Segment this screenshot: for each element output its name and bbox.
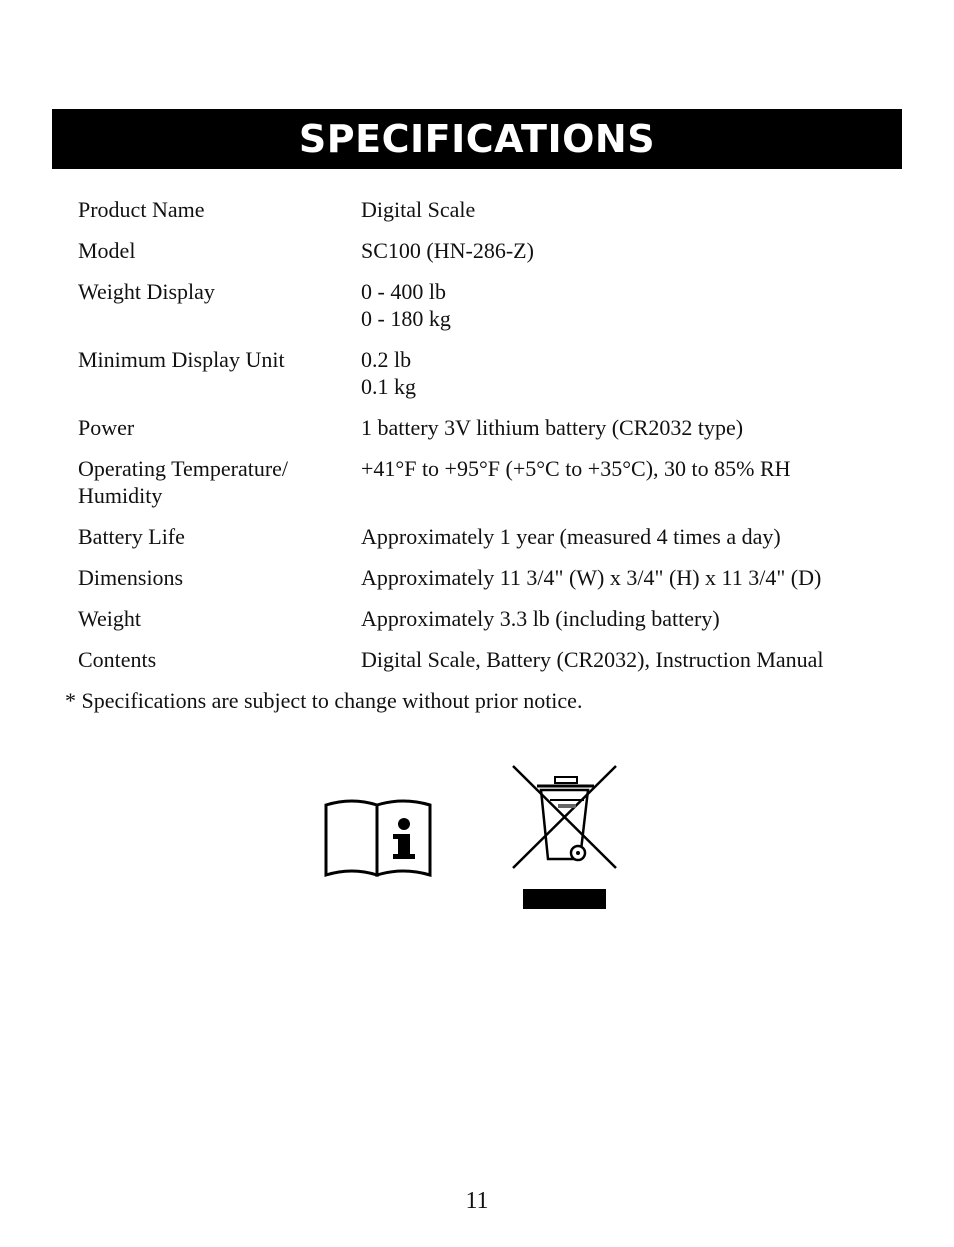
- spec-value: +41°F to +95°F (+5°C to +35°C), 30 to 85% RH: [361, 456, 791, 481]
- spec-label: Power: [78, 415, 135, 440]
- section-header-banner: [52, 109, 902, 169]
- spec-row-battery-life: [78, 523, 898, 550]
- spec-value: 1 battery 3V lithium battery (CR2032 type): [361, 415, 744, 440]
- spec-row-minimum-display-unit: [78, 346, 898, 400]
- specifications-table: [78, 196, 898, 687]
- spec-row-model: [78, 237, 898, 264]
- spec-label: Contents: [78, 647, 157, 672]
- weee-crossed-bin-icon: [510, 764, 620, 912]
- spec-value: SC100 (HN-286-Z): [361, 238, 534, 263]
- spec-label: Weight Display: [78, 279, 215, 304]
- spec-row-operating-temperature: [78, 455, 898, 509]
- spec-value: Approximately 11 3/4" (W) x 3/4" (H) x 11 3/4" (D): [361, 565, 822, 590]
- read-manual-icon: [323, 799, 433, 879]
- spec-label: Weight: [78, 606, 141, 631]
- spec-row-product-name: [78, 196, 898, 223]
- spec-value: 0 - 400 lb 0 - 180 kg: [361, 279, 451, 331]
- spec-value: Approximately 1 year (measured 4 times a day): [361, 524, 781, 549]
- spec-label: Model: [78, 238, 136, 263]
- spec-value: Digital Scale: [361, 197, 476, 222]
- page-title: SPECIFICATIONS: [298, 117, 656, 161]
- spec-value: Approximately 3.3 lb (including battery): [361, 606, 720, 631]
- spec-label: Battery Life: [78, 524, 185, 549]
- spec-value: Digital Scale, Battery (CR2032), Instruction Manual: [361, 647, 824, 672]
- spec-row-weight: [78, 605, 898, 632]
- spec-row-dimensions: [78, 564, 898, 591]
- spec-value: 0.2 lb 0.1 kg: [361, 347, 416, 399]
- specifications-notice: * Specifications are subject to change without prior notice.: [65, 688, 583, 713]
- spec-label: Minimum Display Unit: [78, 347, 285, 372]
- spec-row-weight-display: [78, 278, 898, 332]
- page-number: 11: [465, 1188, 489, 1214]
- spec-label: Product Name: [78, 197, 205, 222]
- spec-label: Operating Temperature/ Humidity: [78, 456, 289, 508]
- spec-row-contents: [78, 646, 898, 673]
- spec-label: Dimensions: [78, 565, 184, 590]
- spec-row-power: [78, 414, 898, 441]
